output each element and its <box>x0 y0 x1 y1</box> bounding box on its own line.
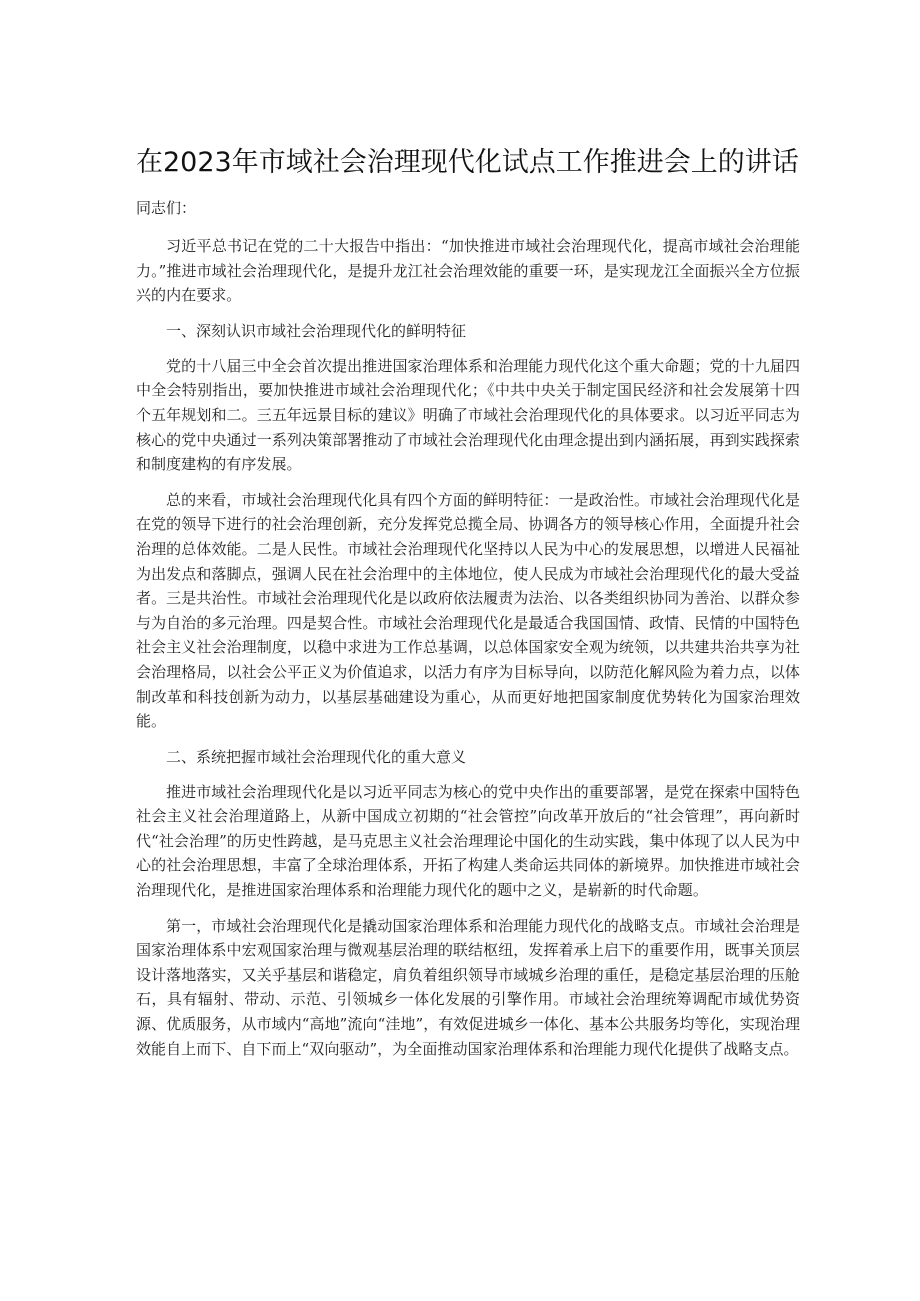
paragraph-characteristics: 总的来看，市域社会治理现代化具有四个方面的鲜明特征：一是政治性。市域社会治理现代化是在党的领导下进行的社会治理创新，充分发挥党总揽全局、协调各方的领导核心作用，全面提升社会治理的总体效能。二是人民性。市域社会治理现代化坚持以人民为中心的发展思想，以增进人民福祉为出发点和落脚点，强调人民在社会治理中的主体地位，使人民成为市域社会治理现代化的最大受益者。三是共治性。市域社会治理现代化是以政府依法履责为法治、以各类组织协同为善治、以群众参与为自治的多元治理。四是契合性。市域社会治理现代化是最适合我国国情、政情、民情的中国特色社会主义社会治理制度，以稳中求进为工作总基调，以总体国家安全观为统领，以共建共治共享为社会治理格局，以社会公平正义为价值追求，以活力有序为目标导向，以防范化解风险为着力点，以体制改革和科技创新为动力，以基层基础建设为重心，从而更好地把国家制度优势转化为国家治理效能。 <box>136 490 800 731</box>
document-title: 在2023年市域社会治理现代化试点工作推进会上的讲话 <box>136 147 799 178</box>
section-heading-2: 二、系统把握市域社会治理现代化的重大意义 <box>166 747 467 766</box>
paragraph-intro: 习近平总书记在党的二十大报告中指出：“加快推进市域社会治理现代化，提高市域社会治理能力。”推进市域社会治理现代化，是提升龙江社会治理效能的重要一环，是实现龙江全面振兴全方位振兴的内在要求。 <box>136 237 800 305</box>
paragraph-first-point: 第一，市域社会治理现代化是撬动国家治理体系和治理能力现代化的战略支点。市域社会治理是国家治理体系中宏观国家治理与微观基层治理的联结枢纽，发挥着承上启下的重要作用，既事关顶层设计落地落实，又关乎基层和谐稳定，肩负着组织领导市域城乡治理的重任，是稳定基层治理的压舱石，具有辐射、带动、示范、引领城乡一体化发展的引擎作用。市域社会治理统筹调配市域优势资源、优质服务，从市域内“高地”流向“洼地”，有效促进城乡一体化、基本公共服务均等化，实现治理效能自上而下、自下而上“双向驱动”，为全面推动国家治理体系和治理能力现代化提供了战略支点。 <box>136 916 800 1058</box>
salutation: 同志们： <box>136 199 197 217</box>
document-body <box>136 136 800 1072</box>
paragraph-significance: 推进市域社会治理现代化是以习近平同志为核心的党中央作出的重要部署，是党在探索中国特色社会主义社会治理道路上，从新中国成立初期的“社会管控”向改革开放后的“社会管理”，再向新时代“社会治理”的历史性跨越，是马克思主义社会治理理论中国化的生动实践，集中体现了以人民为中心的社会治理思想，丰富了全球治理体系，开拓了构建人类命运共同体的新境界。加快推进市域社会治理现代化，是推进国家治理体系和治理能力现代化的题中之义，是崭新的时代命题。 <box>136 782 800 900</box>
paragraph-background: 党的十八届三中全会首次提出推进国家治理体系和治理能力现代化这个重大命题；党的十九届四中全会特别指出，要加快推进市域社会治理现代化；《中共中央关于制定国民经济和社会发展第十四个五年规划和二。三五年远景目标的建议》明确了市域社会治理现代化的具体要求。以习近平同志为核心的党中央通过一系列决策部署推动了市域社会治理现代化由理念提出到内涵拓展，再到实践探索和制度建构的有序发展。 <box>136 356 800 474</box>
section-heading-1: 一、深刻认识市域社会治理现代化的鲜明特征 <box>166 321 467 340</box>
